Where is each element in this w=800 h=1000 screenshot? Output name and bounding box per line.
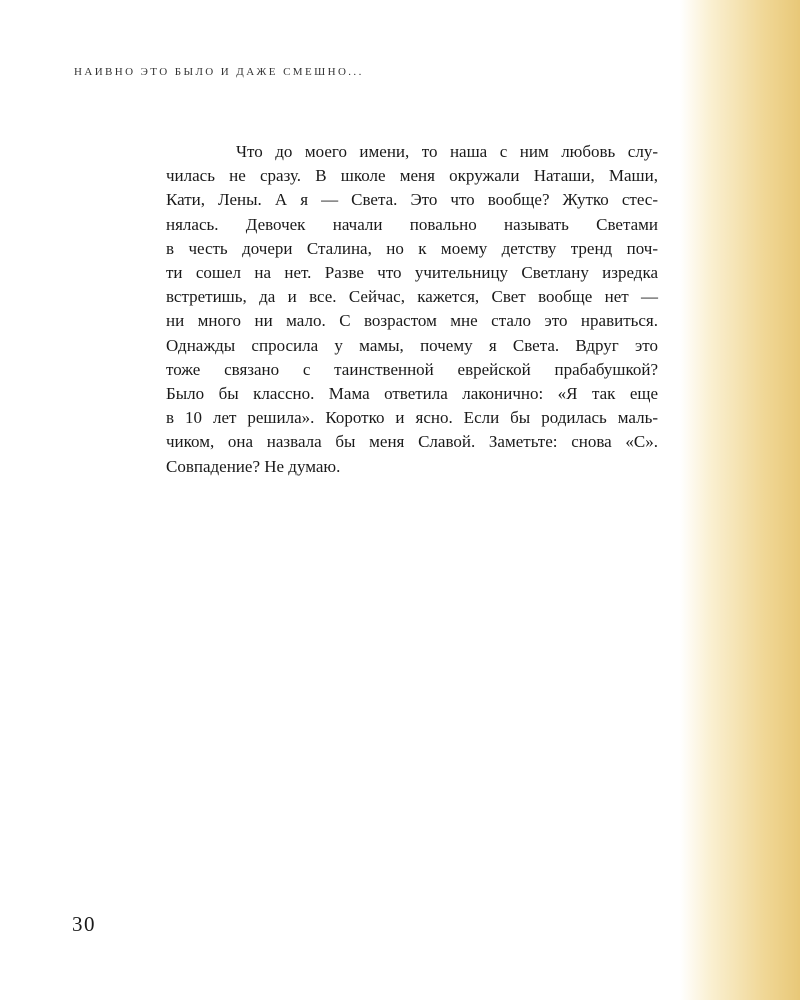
text-line: нялась. Девочек начали повально называть Светами	[166, 214, 658, 234]
text-line: чиком, она назвала бы меня Славой. Заметьте: снова «С».	[166, 432, 658, 452]
text-line: встретишь, да и все. Сейчас, кажется, Свет вообще нет —	[166, 287, 658, 307]
page-number: 30	[72, 912, 96, 936]
text-line: в 10 лет решила». Коротко и ясно. Если бы родилась маль-	[166, 408, 658, 428]
text-line: Совпадение? Не думаю.	[166, 456, 341, 476]
running-header: НАИВНО ЭТО БЫЛО И ДАЖЕ СМЕШНО...	[74, 66, 364, 78]
text-line: Было бы классно. Мама ответила лаконично: «Я так еще	[166, 384, 658, 404]
text-line: тоже связано с таинственной еврейской прабабушкой?	[166, 359, 658, 379]
text-line: Что до моего имени, то наша с ним любовь слу-	[236, 142, 658, 161]
text-line: чилась не сразу. В школе меня окружали Наташи, Маши,	[166, 166, 658, 186]
text-line: в честь дочери Сталина, но к моему детству тренд поч-	[166, 238, 658, 258]
body-paragraph	[166, 140, 658, 479]
text-line: ни много ни мало. С возрастом мне стало это нравиться.	[166, 311, 658, 331]
text-line: Однажды спросила у мамы, почему я Света. Вдруг это	[166, 335, 658, 355]
page-edge-gradient	[680, 0, 800, 1000]
text-line: ти сошел на нет. Разве что учительницу Светлану изредка	[166, 263, 658, 283]
text-line: Кати, Лены. А я — Света. Это что вообще? Жутко стес-	[166, 190, 658, 210]
